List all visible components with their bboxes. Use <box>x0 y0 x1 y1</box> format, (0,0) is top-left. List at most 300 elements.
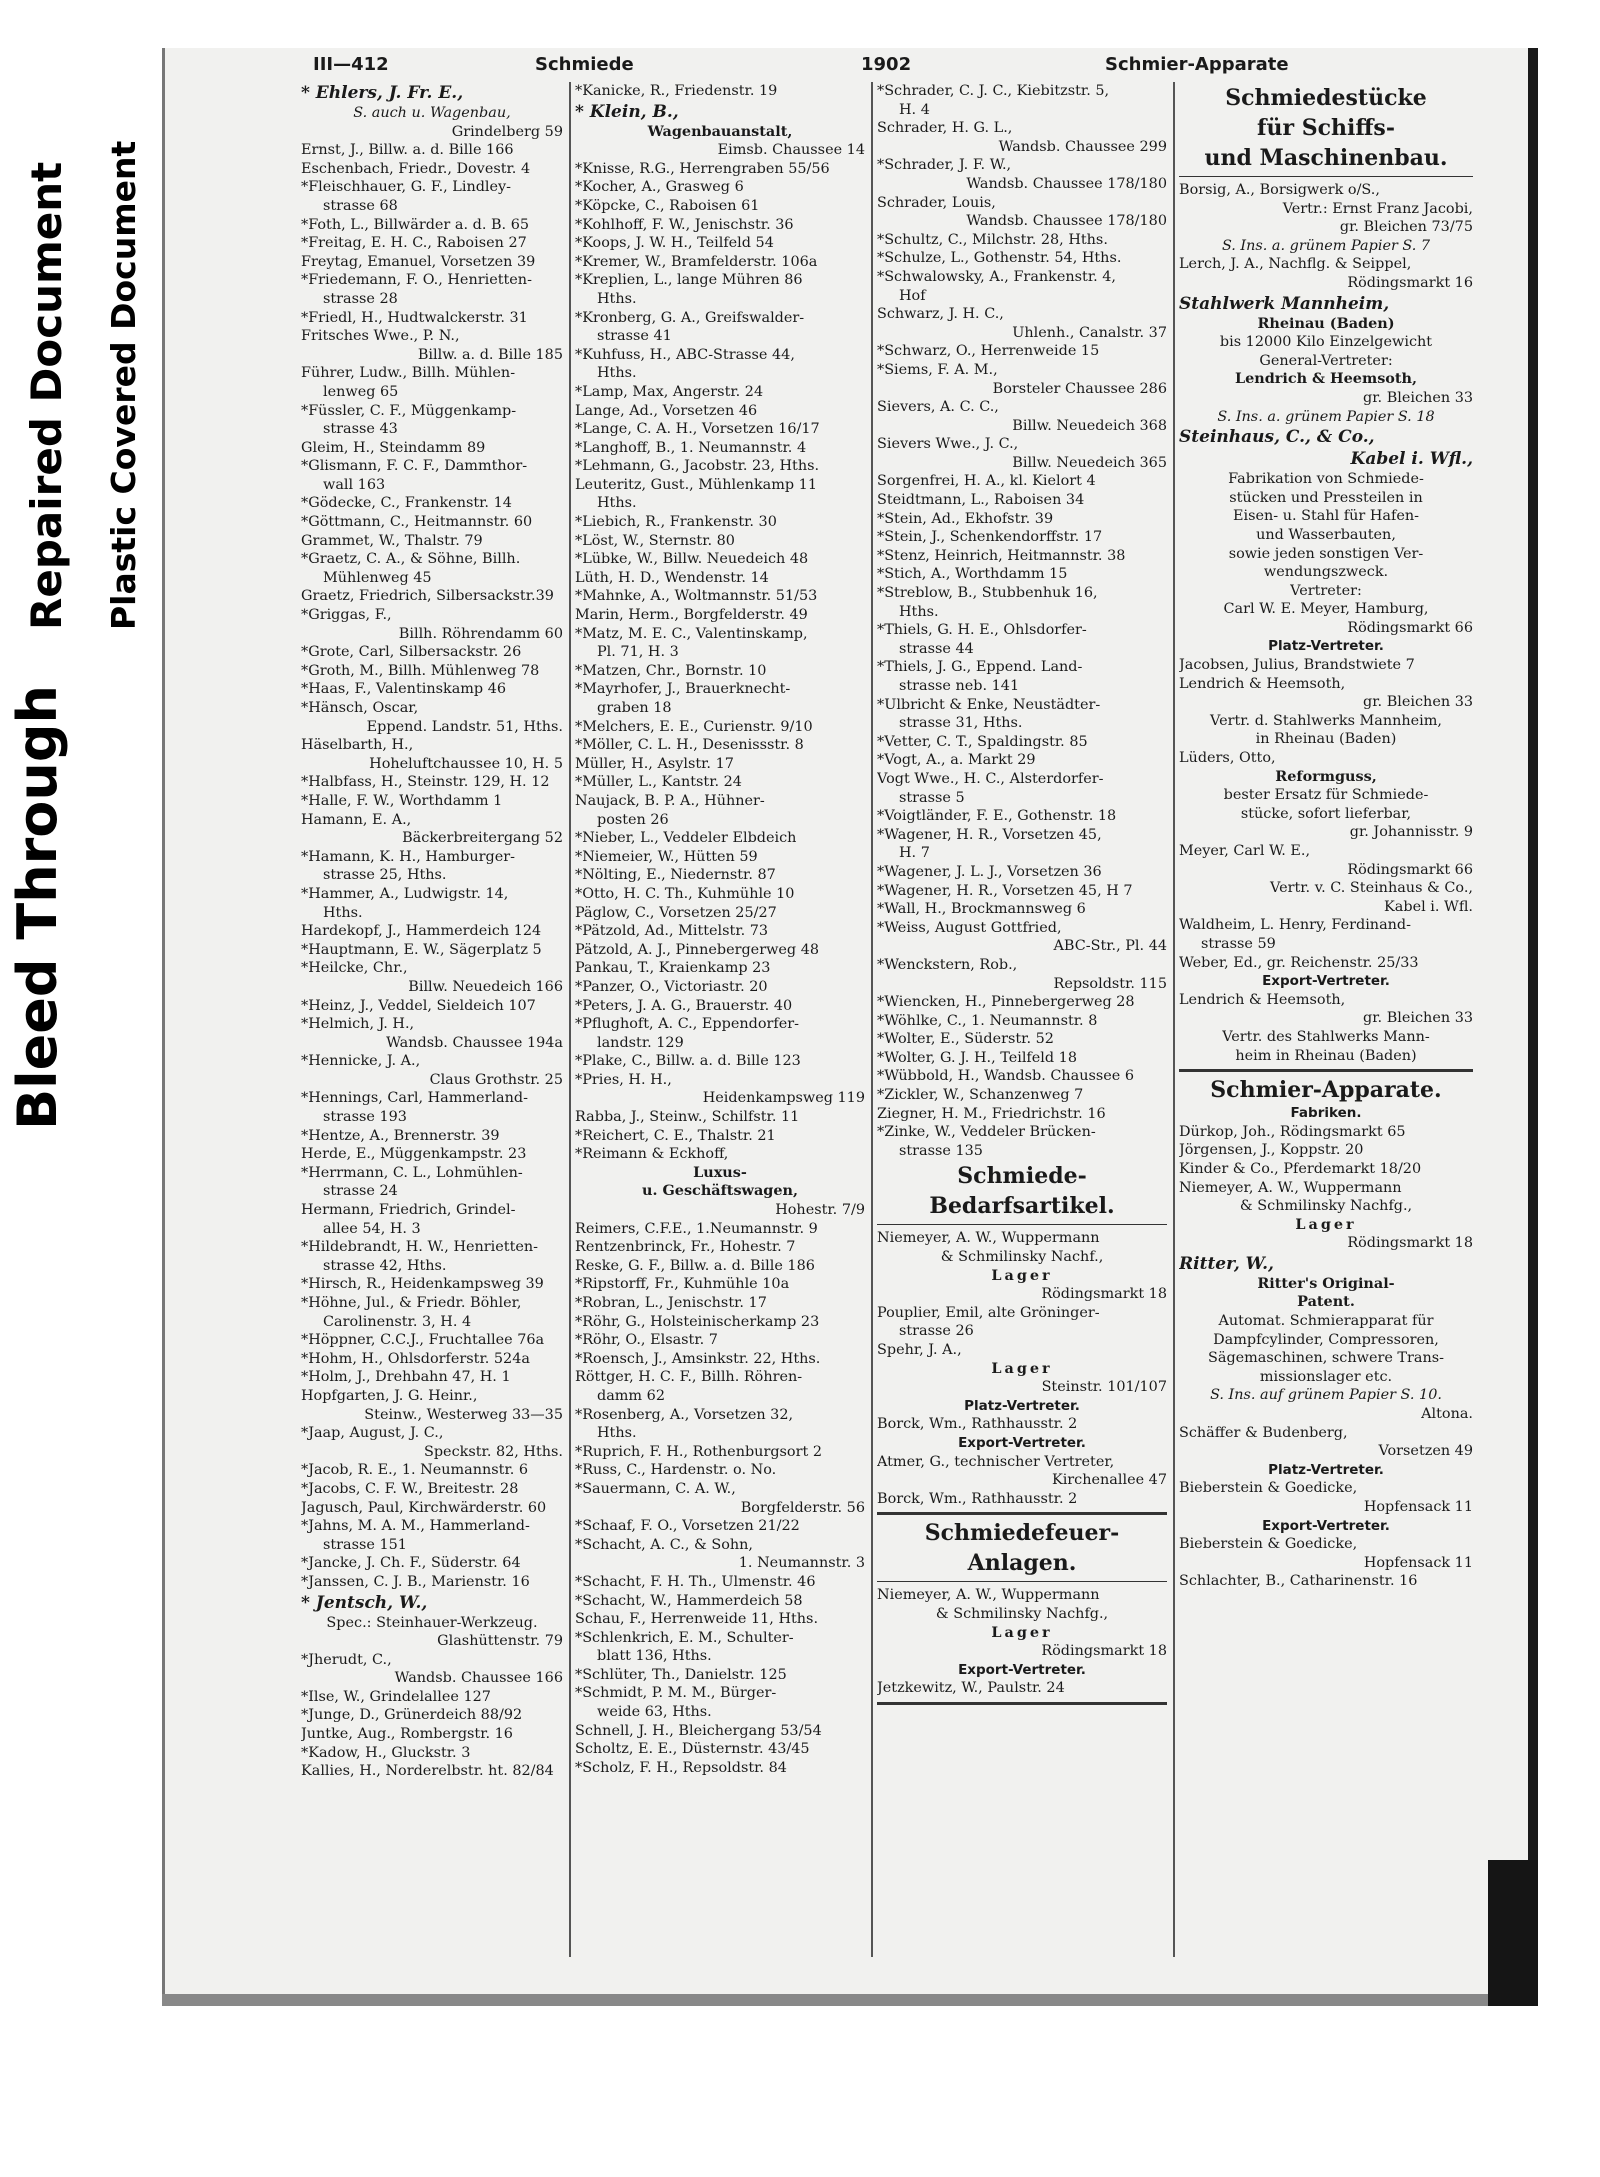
directory-entry: Jacobsen, Julius, Brandstwiete 7 <box>1179 657 1415 674</box>
directory-entry: *Ulbricht & Enke, Neustädter- <box>877 696 1101 713</box>
directory-entry: *Niemeier, W., Hütten 59 <box>575 848 758 865</box>
section-rule <box>1179 1069 1473 1072</box>
directory-entry: Spehr, J. A., <box>877 1342 962 1358</box>
directory-entry: *Glismann, F. C. F., Dammthor- <box>301 458 528 475</box>
directory-entry: Juntke, Aug., Rombergstr. 16 <box>301 1726 513 1743</box>
directory-entry: H. 7 <box>899 845 930 862</box>
directory-entry: Billw. a. d. Bille 185 <box>417 346 563 363</box>
directory-entry: Sorgenfrei, H. A., kl. Kielort 4 <box>877 473 1096 490</box>
page-number: III—412 <box>313 54 389 75</box>
directory-entry: Schrader, Louis, <box>877 194 996 211</box>
directory-entry: *Schulze, L., Gothenstr. 54, Hths. <box>877 250 1122 267</box>
directory-entry: bis 12000 Kilo Einzelgewicht <box>1219 334 1433 351</box>
directory-entry: heim in Rheinau (Baden) <box>1235 1047 1417 1064</box>
directory-entry: Rödingsmarkt 18 <box>1041 1643 1167 1660</box>
directory-entry: Bieberstein & Goedicke, <box>1179 1480 1358 1497</box>
directory-entry: Hths. <box>899 603 939 620</box>
directory-entry: *Wiencken, H., Pinnebergerweg 28 <box>877 994 1135 1011</box>
section-title: Schmiedestücke <box>1225 85 1427 111</box>
directory-entry: *Nölting, E., Niedernstr. 87 <box>575 867 776 884</box>
directory-entry: Platz-Vertreter. <box>1268 638 1384 655</box>
directory-entry: Pl. 71, H. 3 <box>597 644 679 661</box>
section-title: Schmiede- <box>957 1163 1087 1190</box>
directory-entry: Speckstr. 82, Hths. <box>423 1443 563 1460</box>
section-title: Schmiedefeuer- <box>924 1520 1120 1547</box>
directory-entry: Hardekopf, J., Hammerdeich 124 <box>301 923 542 940</box>
directory-entry: gr. Bleichen 33 <box>1363 694 1473 711</box>
directory-entry: Sägemaschinen, schwere Trans- <box>1208 1350 1444 1367</box>
directory-entry: strasse 41 <box>597 328 672 345</box>
directory-entry: *Schultz, C., Milchstr. 28, Hths. <box>877 231 1108 248</box>
directory-entry: Automat. Schmierapparat für <box>1218 1313 1434 1330</box>
directory-entry: Schau, F., Herrenweide 11, Hths. <box>575 1611 819 1628</box>
directory-entry: Carolinenstr. 3, H. 4 <box>323 1313 472 1330</box>
directory-entry: Reformguss, <box>1275 767 1377 785</box>
directory-entry: Hof <box>899 287 926 304</box>
directory-entry: Rabba, J., Steinw., Schilfstr. 11 <box>575 1109 800 1126</box>
directory-entry: Billw. Neuedeich 365 <box>1012 454 1167 471</box>
directory-entry: Vertr. d. Stahlwerks Mannheim, <box>1210 712 1442 729</box>
directory-entry: *Gödecke, C., Frankenstr. 14 <box>301 495 512 512</box>
directory-entry: *Matzen, Chr., Bornstr. 10 <box>575 662 767 679</box>
directory-entry: Wandsb. Chaussee 299 <box>998 138 1167 155</box>
directory-entry: *Stenz, Heinrich, Heitmannstr. 38 <box>877 547 1126 564</box>
directory-entry: *Lange, C. A. H., Vorsetzen 16/17 <box>575 421 820 438</box>
directory-entry: Pankau, T., Kraienkamp 23 <box>575 960 771 977</box>
directory-entry: *Streblow, B., Stubbenhuk 16, <box>877 585 1098 602</box>
directory-entry: *Reimann & Eckhoff, <box>575 1146 729 1163</box>
directory-entry: * Jentsch, W., <box>301 1592 428 1613</box>
directory-entry: *Hirsch, R., Heidenkampsweg 39 <box>301 1276 544 1293</box>
directory-entry: *Jherudt, C., <box>301 1651 392 1668</box>
directory-entry: Hamann, E. A., <box>301 811 412 828</box>
directory-entry: Schwarz, J. H. C., <box>877 306 1004 323</box>
directory-entry: lenweg 65 <box>323 383 399 400</box>
directory-entry: *Hentze, A., Brennerstr. 39 <box>301 1127 500 1144</box>
directory-entry: Repsoldstr. 115 <box>1053 975 1167 992</box>
directory-entry: Lendrich & Heemsoth, <box>1179 991 1346 1008</box>
directory-entry: H. 4 <box>899 101 930 118</box>
directory-entry: Rödingsmarkt 18 <box>1041 1286 1167 1303</box>
directory-entry: Grammet, W., Thalstr. 79 <box>301 532 483 549</box>
directory-entry: Vogt Wwe., H. C., Alsterdorfer- <box>877 770 1104 787</box>
header-year: 1902 <box>861 54 912 75</box>
directory-entry: bester Ersatz für Schmiede- <box>1223 787 1429 804</box>
column-1 <box>301 82 563 1962</box>
directory-entry: Grindelberg 59 <box>451 123 563 140</box>
directory-entry: Bäckerbreitergang 52 <box>402 830 563 847</box>
directory-entry: *Haas, F., Valentinskamp 46 <box>301 681 507 698</box>
directory-entry: *Melchers, E. E., Curienstr. 9/10 <box>575 718 813 735</box>
directory-entry: Ernst, J., Billw. a. d. Bille 166 <box>301 142 514 159</box>
directory-entry: sowie jeden sonstigen Ver- <box>1228 545 1424 562</box>
directory-entry: *Heinz, J., Veddel, Sieldeich 107 <box>301 997 536 1014</box>
directory-entry: Atmer, G., technischer Vertreter, <box>877 1453 1115 1470</box>
directory-entry: *Vogt, A., a. Markt 29 <box>877 752 1036 769</box>
directory-entry: *Lehmann, G., Jacobstr. 23, Hths. <box>575 458 820 475</box>
directory-entry: strasse 193 <box>323 1109 407 1126</box>
directory-entry: strasse 42, Hths. <box>323 1257 447 1274</box>
directory-entry: strasse 44 <box>899 640 974 657</box>
directory-entry: *Hennicke, J. A., <box>301 1053 421 1070</box>
directory-entry: Hths. <box>597 365 637 382</box>
directory-entry: *Schlüter, Th., Danielstr. 125 <box>575 1666 787 1683</box>
directory-entry: Fabrikation von Schmiede- <box>1228 471 1424 488</box>
directory-entry: wall 163 <box>323 476 386 493</box>
directory-entry: *Höppner, C.C.J., Fruchtallee 76a <box>301 1332 545 1349</box>
directory-entry: S. Ins. a. grünem Papier S. 7 <box>1221 237 1431 254</box>
directory-entry: Glashüttenstr. 79 <box>437 1633 563 1650</box>
directory-entry: strasse 5 <box>899 789 965 806</box>
directory-entry: *Halle, F. W., Worthdamm 1 <box>301 792 503 809</box>
directory-entry: Hopfgarten, J. G. Heinr., <box>301 1387 478 1404</box>
directory-entry: Ritter, W., <box>1179 1253 1274 1274</box>
directory-entry: *Schwalowsky, A., Frankenstr. 4, <box>877 268 1117 285</box>
directory-entry: *Freitag, E. H. C., Raboisen 27 <box>301 235 527 252</box>
directory-entry: Päglow, C., Vorsetzen 25/27 <box>575 904 777 921</box>
directory-entry: Niemeyer, A. W., Wuppermann <box>877 1587 1100 1604</box>
directory-entry: Pouplier, Emil, alte Gröninger- <box>877 1304 1100 1321</box>
directory-entry: *Lübke, W., Billw. Neuedeich 48 <box>575 551 809 568</box>
directory-entry: Lerch, J. A., Nachflg. & Seippel, <box>1179 256 1412 273</box>
directory-entry: Lange, Ad., Vorsetzen 46 <box>575 402 758 419</box>
directory-entry: Rödingsmarkt 66 <box>1347 861 1473 878</box>
directory-entry: und Wasserbauten, <box>1256 526 1396 543</box>
directory-entry: *Panzer, O., Victoriastr. 20 <box>575 978 768 995</box>
directory-entry: *Matz, M. E. C., Valentinskamp, <box>575 625 808 642</box>
directory-entry: Sievers Wwe., J. C., <box>877 436 1019 453</box>
directory-entry: Marin, Herm., Borgfelderstr. 49 <box>575 607 808 624</box>
directory-entry: *Plake, C., Billw. a. d. Bille 123 <box>575 1053 801 1070</box>
directory-entry: Claus Grothstr. 25 <box>429 1071 563 1088</box>
directory-entry: Eppend. Landstr. 51, Hths. <box>366 718 563 735</box>
directory-entry: Platz-Vertreter. <box>1268 1461 1384 1478</box>
directory-entry: Lager <box>991 1266 1053 1284</box>
directory-entry: Hopfensack 11 <box>1363 1499 1473 1515</box>
bleed-through-label: Bleed Through <box>6 685 69 1130</box>
directory-entry: Reimers, C.F.E., 1.Neumannstr. 9 <box>575 1220 818 1237</box>
directory-entry: Vertr. v. C. Steinhaus & Co., <box>1270 880 1473 897</box>
directory-entry: *Mahnke, A., Woltmannstr. 51/53 <box>575 588 818 605</box>
directory-entry: strasse 59 <box>1201 935 1276 952</box>
directory-entry: *Herrmann, C. L., Lohmühlen- <box>301 1164 523 1181</box>
directory-entry: Stahlwerk Mannheim, <box>1179 293 1390 314</box>
directory-entry: Lüders, Otto, <box>1179 750 1276 767</box>
directory-entry: Jagusch, Paul, Kirchwärderstr. 60 <box>301 1499 547 1516</box>
directory-entry: *Röhr, O., Elsastr. 7 <box>575 1332 718 1349</box>
directory-entry: gr. Johannisstr. 9 <box>1349 824 1473 841</box>
directory-entry: damm 62 <box>597 1387 665 1404</box>
directory-entry: *Graetz, C. A., & Söhne, Billh. <box>301 551 521 568</box>
directory-entry: *Weiss, August Gottfried, <box>877 919 1062 936</box>
directory-entry: Hths. <box>597 290 637 307</box>
directory-entry: *Hammer, A., Ludwigstr. 14, <box>301 885 509 902</box>
directory-entry: Reske, G. F., Billw. a. d. Bille 186 <box>575 1257 815 1274</box>
directory-entry: Eisen- u. Stahl für Hafen- <box>1233 508 1419 525</box>
directory-entry: *Löst, W., Sternstr. 80 <box>575 532 735 549</box>
directory-entry: Jörgensen, J., Koppstr. 20 <box>1179 1142 1364 1159</box>
directory-entry: Lüth, H. D., Wendenstr. 14 <box>575 569 769 586</box>
directory-entry: *Hildebrandt, H. W., Henrietten- <box>301 1239 539 1256</box>
section-rule <box>877 1581 1167 1582</box>
directory-entry: *Kocher, A., Grasweg 6 <box>575 179 744 196</box>
directory-entry: Wandsb. Chaussee 166 <box>394 1670 563 1687</box>
directory-entry: *Wolter, E., Süderstr. 52 <box>877 1031 1054 1048</box>
directory-entry: *Hennings, Carl, Hammerland- <box>301 1090 528 1107</box>
directory-entry: *Russ, C., Hardenstr. o. No. <box>575 1462 777 1479</box>
column-divider <box>871 82 873 1957</box>
directory-entry: Eimsb. Chaussee 14 <box>717 142 865 159</box>
directory-entry: *Stein, J., Schenkendorffstr. 17 <box>877 529 1103 546</box>
directory-entry: Mühlenweg 45 <box>323 569 432 586</box>
header-right-title: Schmier-Apparate <box>1105 54 1289 75</box>
directory-entry: Hermann, Friedrich, Grindel- <box>301 1202 516 1219</box>
directory-entry: *Liebich, R., Frankenstr. 30 <box>575 514 777 531</box>
directory-entry: Uhlenh., Canalstr. 37 <box>1012 324 1167 341</box>
directory-entry: Fabriken. <box>1290 1105 1362 1122</box>
column-2 <box>575 82 865 1962</box>
directory-entry: Herde, E., Müggenkampstr. 23 <box>301 1146 527 1163</box>
directory-entry: General-Vertreter: <box>1259 352 1393 369</box>
directory-entry: Rödingsmarkt 66 <box>1347 619 1473 636</box>
directory-entry: Rödingsmarkt 16 <box>1347 274 1473 291</box>
directory-entry: *Hohm, H., Ohlsdorferstr. 524a <box>301 1350 530 1367</box>
directory-entry: Altona. <box>1421 1406 1473 1423</box>
directory-entry: *Scholz, F. H., Repsoldstr. 84 <box>575 1759 787 1776</box>
section-rule <box>877 1702 1167 1705</box>
section-title: Anlagen. <box>967 1550 1077 1577</box>
directory-entry: Wagenbauanstalt, <box>647 122 793 140</box>
directory-entry: Lendrich & Heemsoth, <box>1234 370 1418 388</box>
directory-entry: Borgfelderstr. 56 <box>740 1499 865 1516</box>
directory-entry: Lendrich & Heemsoth, <box>1179 675 1346 692</box>
directory-entry: Weber, Ed., gr. Reichenstr. 25/33 <box>1179 954 1419 971</box>
directory-entry: Steinhaus, C., & Co., <box>1179 427 1375 448</box>
directory-entry: *Schrader, C. J. C., Kiebitzstr. 5, <box>877 83 1110 99</box>
directory-entry: *Reichert, C. E., Thalstr. 21 <box>575 1127 776 1144</box>
directory-entry: strasse 28 <box>323 290 398 307</box>
column-divider <box>1173 82 1175 1957</box>
directory-entry: Carl W. E. Meyer, Hamburg, <box>1223 601 1429 618</box>
directory-entry: gr. Bleichen 73/75 <box>1339 219 1473 236</box>
directory-entry: in Rheinau (Baden) <box>1255 731 1397 748</box>
directory-entry: Borck, Wm., Rathhausstr. 2 <box>877 1416 1078 1433</box>
directory-entry: *Kreplien, L., lange Mühren 86 <box>575 272 803 289</box>
directory-entry: Scholtz, E. E., Düsternstr. 43/45 <box>575 1741 810 1758</box>
directory-entry: Röttger, H. C. F., Billh. Röhren- <box>575 1369 803 1386</box>
directory-entry: Eschenbach, Friedr., Dovestr. 4 <box>301 160 531 177</box>
directory-entry: *Hänsch, Oscar, <box>301 700 419 716</box>
directory-entry: Schäffer & Budenberg, <box>1179 1424 1348 1441</box>
directory-entry: Steinw., Westerweg 33—35 <box>364 1406 563 1423</box>
directory-entry: *Röhr, G., Holsteinischerkamp 23 <box>575 1313 820 1330</box>
directory-entry: Meyer, Carl W. E., <box>1179 843 1311 859</box>
directory-entry: *Knisse, R.G., Herrengraben 55/56 <box>575 160 830 177</box>
directory-entry: strasse 151 <box>323 1536 407 1553</box>
directory-entry: Dürkop, Joh., Rödingsmarkt 65 <box>1179 1123 1406 1140</box>
directory-entry: Graetz, Friedrich, Silbersackstr.39 <box>301 588 554 605</box>
directory-entry: *Höhne, Jul., & Friedr. Böhler, <box>301 1295 522 1311</box>
directory-entry: Steidtmann, L., Raboisen 34 <box>877 492 1085 509</box>
directory-entry: *Kuhfuss, H., ABC-Strasse 44, <box>575 346 795 363</box>
directory-entry: Rödingsmarkt 18 <box>1347 1235 1473 1252</box>
directory-entry: *Langhoff, B., 1. Neumannstr. 4 <box>575 439 807 456</box>
directory-entry: Pätzold, A. J., Pinnebergerweg 48 <box>575 941 820 958</box>
page-header <box>165 48 1533 78</box>
directory-entry: *Pries, H. H., <box>575 1071 672 1088</box>
directory-entry: *Fleischhauer, G. F., Lindley- <box>301 179 512 196</box>
directory-entry: Niemeyer, A. W., Wuppermann <box>877 1230 1100 1247</box>
directory-entry: Müller, H., Asylstr. 17 <box>575 755 734 772</box>
directory-entry: Export-Vertreter. <box>958 1434 1086 1451</box>
directory-entry: Wandsb. Chaussee 178/180 <box>966 175 1167 192</box>
directory-entry: Kirchenallee 47 <box>1051 1472 1167 1489</box>
directory-entry: *Robran, L., Jenischstr. 17 <box>575 1295 767 1311</box>
directory-entry: Häselbarth, H., <box>301 737 414 754</box>
directory-entry: *Junge, D., Grünerdeich 88/92 <box>301 1707 523 1724</box>
directory-entry: Billw. Neuedeich 166 <box>408 978 563 995</box>
directory-entry: Freytag, Emanuel, Vorsetzen 39 <box>301 253 536 270</box>
section-title: Schmier-Apparate. <box>1210 1077 1442 1104</box>
directory-entry: posten 26 <box>597 811 669 828</box>
directory-entry: strasse 68 <box>323 197 398 214</box>
directory-entry: Schrader, H. G. L., <box>877 120 1013 137</box>
directory-entry: Ritter's Original- <box>1257 1274 1395 1292</box>
directory-entry: *Griggas, F., <box>301 607 392 624</box>
directory-entry: strasse 31, Hths. <box>899 715 1023 732</box>
directory-entry: *Wöhlke, C., 1. Neumannstr. 8 <box>877 1012 1098 1029</box>
directory-entry: Vertr. des Stahlwerks Mann- <box>1222 1028 1430 1045</box>
directory-entry: *Thiels, J. G., Eppend. Land- <box>877 659 1083 676</box>
directory-entry: strasse 25, Hths. <box>323 867 447 884</box>
directory-entry: Hths. <box>323 904 363 921</box>
repaired-document-label: Repaired Document <box>22 161 71 630</box>
directory-entry: *Wagener, H. R., Vorsetzen 45, H 7 <box>877 882 1133 899</box>
directory-entry: Leuteritz, Gust., Mühlenkamp 11 <box>575 476 817 493</box>
directory-entry: *Jaap, August, J. C., <box>301 1425 444 1442</box>
directory-entry: *Pflughoft, A. C., Eppendorfer- <box>575 1016 799 1033</box>
directory-entry: Platz-Vertreter. <box>964 1397 1080 1414</box>
directory-entry: *Foth, L., Billwärder a. d. B. 65 <box>301 216 530 233</box>
directory-entry: Lager <box>1295 1215 1357 1233</box>
directory-entry: *Thiels, G. H. E., Ohlsdorfer- <box>877 622 1087 639</box>
directory-entry: Bieberstein & Goedicke, <box>1179 1536 1358 1553</box>
directory-entry: Export-Vertreter. <box>1262 973 1390 990</box>
directory-entry: *Schacht, F. H. Th., Ulmenstr. 46 <box>575 1573 816 1590</box>
directory-entry: u. Geschäftswagen, <box>642 1182 798 1200</box>
section-rule <box>877 1224 1167 1225</box>
directory-entry: Patent. <box>1297 1293 1355 1311</box>
directory-entry: *Halbfass, H., Steinstr. 129, H. 12 <box>301 774 550 791</box>
directory-entry: strasse neb. 141 <box>899 678 1020 694</box>
directory-entry: Luxus- <box>693 1163 747 1181</box>
directory-entry: *Kronberg, G. A., Greifswalder- <box>575 309 805 326</box>
directory-entry: weide 63, Hths. <box>597 1704 712 1721</box>
scan-shadow <box>1488 1860 1538 2006</box>
section-title: und Maschinenbau. <box>1204 145 1448 171</box>
directory-entry: * Klein, B., <box>575 101 679 122</box>
directory-entry: *Kadow, H., Gluckstr. 3 <box>301 1744 471 1761</box>
plastic-covered-label: Plastic Covered Document <box>104 140 143 630</box>
directory-entry: *Friedemann, F. O., Henrietten- <box>301 272 532 289</box>
page-bottom-edge <box>162 1994 1538 2006</box>
directory-entry: Billh. Röhrendamm 60 <box>398 625 563 642</box>
directory-entry: *Wall, H., Brockmannsweg 6 <box>877 901 1086 918</box>
directory-entry: Ziegner, H. M., Friedrichstr. 16 <box>877 1105 1106 1122</box>
directory-entry: *Schlenkrich, E. M., Schulter- <box>575 1629 794 1646</box>
directory-entry: Schlachter, B., Catharinenstr. 16 <box>1179 1573 1418 1590</box>
column-3 <box>877 82 1167 1962</box>
directory-entry: *Ruprich, F. H., Rothenburgsort 2 <box>575 1443 822 1460</box>
directory-entry: *Wagener, J. L. J., Vorsetzen 36 <box>877 863 1102 880</box>
directory-entry: Vertr.: Ernst Franz Jacobi, <box>1282 200 1473 217</box>
directory-entry: *Möller, C. L. H., Desenissstr. 8 <box>575 737 804 754</box>
directory-entry: *Hamann, K. H., Hamburger- <box>301 848 516 865</box>
header-left-title: Schmiede <box>535 54 634 75</box>
directory-entry: *Siems, F. A. M., <box>877 361 998 378</box>
directory-entry: Waldheim, L. Henry, Ferdinand- <box>1179 917 1411 934</box>
directory-entry: Wandsb. Chaussee 178/180 <box>966 213 1167 230</box>
directory-entry: Export-Vertreter. <box>958 1661 1086 1678</box>
directory-entry: *Ripstorff, Fr., Kuhmühle 10a <box>575 1276 790 1293</box>
directory-entry: *Stich, A., Worthdamm 15 <box>877 566 1068 583</box>
directory-entry: strasse 24 <box>323 1183 398 1200</box>
directory-entry: *Schacht, A. C., & Sohn, <box>575 1536 753 1553</box>
directory-entry: Schnell, J. H., Bleichergang 53/54 <box>575 1722 822 1739</box>
directory-entry: Kinder & Co., Pferdemarkt 18/20 <box>1179 1160 1422 1177</box>
directory-entry: 1. Neumannstr. 3 <box>738 1555 865 1572</box>
directory-entry: missionslager etc. <box>1259 1368 1393 1385</box>
directory-entry: Vertreter: <box>1290 582 1362 599</box>
directory-entry: Hoheluftchaussee 10, H. 5 <box>369 755 563 772</box>
directory-entry: Borsig, A., Borsigwerk o/S., <box>1179 182 1380 198</box>
directory-entry: strasse 135 <box>899 1142 983 1159</box>
directory-entry: *Grote, Carl, Silbersackstr. 26 <box>301 644 522 661</box>
directory-entry: graben 18 <box>597 700 672 716</box>
directory-entry: & Schmilinsky Nachf., <box>940 1249 1104 1266</box>
directory-entry: Jetzkewitz, W., Paulstr. 24 <box>877 1680 1065 1697</box>
directory-entry: *Wübbold, H., Wandsb. Chaussee 6 <box>877 1068 1134 1085</box>
column-4 <box>1179 82 1473 1962</box>
directory-entry: Export-Vertreter. <box>1262 1517 1390 1534</box>
directory-entry: *Zickler, W., Schanzenweg 7 <box>877 1087 1084 1104</box>
directory-entry: *Schwarz, O., Herrenweide 15 <box>877 343 1100 360</box>
directory-entry: Kallies, H., Norderelbstr. ht. 82/84 <box>301 1763 554 1780</box>
directory-entry: *Müller, L., Kantstr. 24 <box>575 774 742 791</box>
directory-entry: *Schmidt, P. M. M., Bürger- <box>575 1685 777 1702</box>
directory-entry: Billw. Neuedeich 368 <box>1012 417 1167 434</box>
directory-entry: Spec.: Steinhauer-Werkzeug. <box>326 1614 538 1631</box>
directory-entry: *Vetter, C. T., Spaldingstr. 85 <box>877 733 1088 750</box>
directory-entry: *Göttmann, C., Heitmannstr. 60 <box>301 514 533 531</box>
directory-entry: *Sauermann, C. A. W., <box>575 1480 736 1497</box>
directory-entry: Gleim, H., Steindamm 89 <box>301 439 486 456</box>
directory-entry: Hopfensack 11 <box>1363 1554 1473 1571</box>
directory-entry: *Hauptmann, E. W., Sägerplatz 5 <box>301 941 542 958</box>
directory-entry: strasse 43 <box>323 421 398 438</box>
column-divider <box>569 82 571 1957</box>
directory-entry: *Helmich, J. H., <box>301 1016 415 1033</box>
directory-entry: Hths. <box>597 1425 637 1442</box>
directory-entry: *Kanicke, R., Friedenstr. 19 <box>575 83 778 99</box>
directory-entry: *Roensch, J., Amsinkstr. 22, Hths. <box>575 1350 821 1367</box>
directory-entry: Dampfcylinder, Compressoren, <box>1213 1331 1439 1348</box>
directory-entry: & Schmilinsky Nachfg., <box>1239 1198 1413 1215</box>
directory-entry: Niemeyer, A. W., Wuppermann <box>1179 1179 1402 1196</box>
directory-entry: *Jahns, M. A. M., Hammerland- <box>301 1518 530 1535</box>
directory-entry: *Jancke, J. Ch. F., Süderstr. 64 <box>301 1555 521 1572</box>
directory-entry: *Wolter, G. J. H., Teilfeld 18 <box>877 1049 1077 1066</box>
